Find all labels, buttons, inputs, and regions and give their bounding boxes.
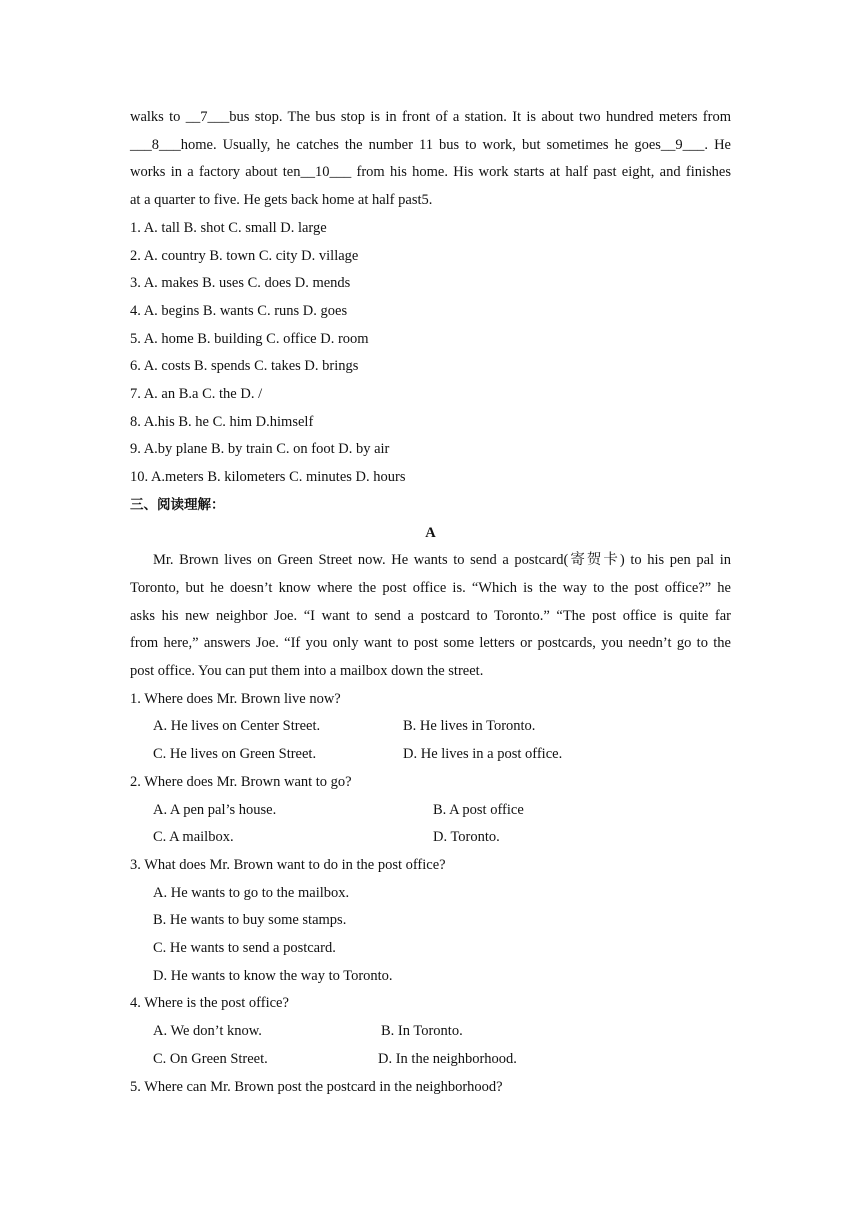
paragraph-line: ___8___home. Usually, he catches the number 11 bus to work, but sometimes he goes__9___. He <box>130 136 731 153</box>
question-text: 3. What does Mr. Brown want to do in the post office? <box>130 856 446 873</box>
cloze-option: 2. A. country B. town C. city D. village <box>130 247 359 264</box>
option-row <box>130 1046 731 1074</box>
answer-option: B. In Toronto. <box>381 1023 463 1040</box>
option-row <box>130 713 731 741</box>
answer-option: C. A mailbox. <box>153 829 234 846</box>
paragraph-line: works in a factory about ten__10___ from his home. His work starts at half past eight, and finishes <box>130 164 731 181</box>
passage-line: Mr. Brown lives on Green Street now. He wants to send a postcard(寄贺卡) to his pen pal in <box>153 552 731 569</box>
passage-line: from here,” answers Joe. “If you only want to post some letters or postcards, you needn’t go to the <box>130 635 731 652</box>
passage-line: post office. You can put them into a mailbox down the street. <box>130 663 484 680</box>
cloze-option: 8. A.his B. he C. him D.himself <box>130 413 314 430</box>
cloze-option: 10. A.meters B. kilometers C. minutes D. hours <box>130 469 406 486</box>
option-row <box>130 797 731 825</box>
answer-option: C. He wants to send a postcard. <box>153 940 336 957</box>
answer-option: B. A post office <box>433 801 524 818</box>
passage-line: Toronto, but he doesn’t know where the post office is. “Which is the way to the post office?” he <box>130 579 731 596</box>
answer-option: C. On Green Street. <box>153 1050 268 1067</box>
cloze-option: 4. A. begins B. wants C. runs D. goes <box>130 302 348 319</box>
cloze-option: 6. A. costs B. spends C. takes D. brings <box>130 358 359 375</box>
reading-passage <box>130 547 731 686</box>
answer-option: B. He lives in Toronto. <box>403 718 536 735</box>
answer-option: D. In the neighborhood. <box>378 1050 517 1067</box>
answer-option: A. A pen pal’s house. <box>153 801 277 818</box>
answer-option: D. He wants to know the way to Toronto. <box>153 967 393 984</box>
cloze-option: 3. A. makes B. uses C. does D. mends <box>130 275 351 292</box>
answer-option: D. He lives in a post office. <box>403 746 563 763</box>
question-text: 5. Where can Mr. Brown post the postcard in the neighborhood? <box>130 1078 503 1095</box>
document-content <box>130 104 731 1101</box>
option-row <box>130 741 731 769</box>
question-text: 4. Where is the post office? <box>130 995 289 1012</box>
answer-option: A. He wants to go to the mailbox. <box>153 884 350 901</box>
paragraph-line: walks to __7___bus stop. The bus stop is in front of a station. It is about two hundred meters from <box>130 109 731 125</box>
passage-line: asks his new neighbor Joe. “I want to send a postcard to Toronto.” “The post office is quite far <box>130 607 731 624</box>
question-text: 1. Where does Mr. Brown live now? <box>130 690 341 707</box>
answer-option: A. We don’t know. <box>153 1023 262 1040</box>
cloze-option: 1. A. tall B. shot C. small D. large <box>130 219 327 236</box>
answer-option: C. He lives on Green Street. <box>153 746 317 763</box>
paragraph-line: at a quarter to five. He gets back home at half past5. <box>130 192 433 209</box>
question-text: 2. Where does Mr. Brown want to go? <box>130 773 352 790</box>
cloze-option: 7. A. an B.a C. the D. / <box>130 386 263 403</box>
cloze-option: 9. A.by plane B. by train C. on foot D. by air <box>130 441 390 458</box>
answer-option: A. He lives on Center Street. <box>153 718 321 735</box>
cloze-options-list <box>130 215 731 492</box>
section-heading: 三、阅读理解： <box>130 496 225 513</box>
answer-option: B. He wants to buy some stamps. <box>153 912 347 929</box>
answer-option: D. Toronto. <box>433 829 500 846</box>
option-row <box>130 824 731 852</box>
passage-label: A <box>425 524 436 541</box>
intro-paragraph <box>130 104 731 215</box>
option-row <box>130 1018 731 1046</box>
cloze-option: 5. A. home B. building C. office D. room <box>130 330 369 347</box>
